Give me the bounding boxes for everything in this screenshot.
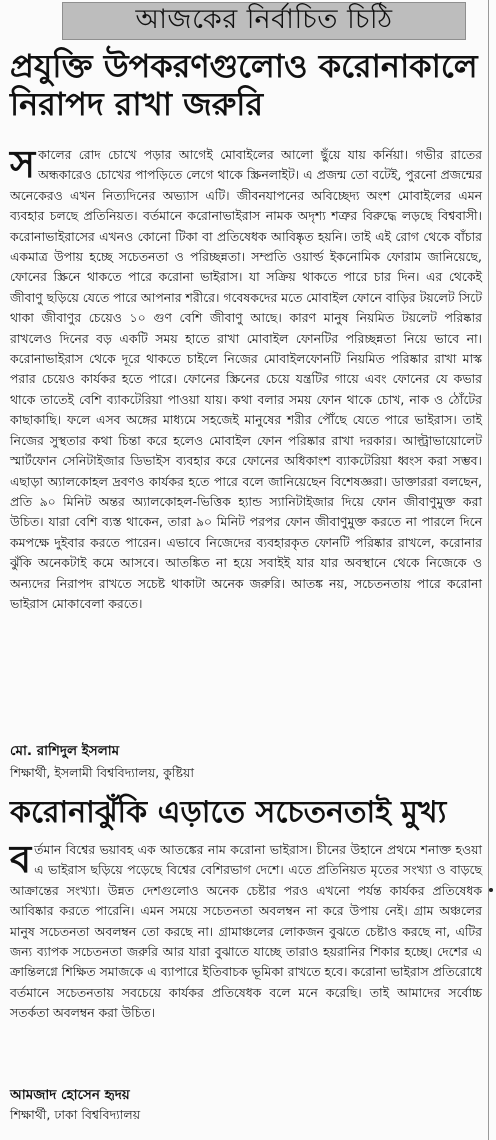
- letter2-author: আমজাদ হোসেন হৃদয়: [10, 1087, 130, 1103]
- letter2-dropcap: ব: [10, 837, 32, 881]
- letter1-body-text: কালের রোদ চোখে পড়ার আগেই মোবাইলের আলো ছুঁয়ে যায় কর্নিয়া। গভীর রাতের অন্ধকারেও চোখের পাপড়িতে লেগে থাকে স্ক্রিনলাইট। এ প্রজন্ম তো বটেই, পুরনো প্রজন্মের অনেকেরও এখন নিত্যদিনের অভ্যাস এটি। জীবনযাপনের অবিচ্ছেদ্য অংশ মোবাইলের এমন ব্যবহার চলছে প্রতিনিয়ত। বর্তমানে করোনাভাইরাস নামক অদৃশ্য শত্রুর বিরুদ্ধে লড়ছে বিশ্ববাসী। করোনাভাইরাসের এখনও কোনো টিকা বা প্রতিষেধক আবিষ্কৃত হয়নি। তাই এই রোগ থেকে বাঁচার একমাত্র উপায় হচ্ছে সচেতনতা ও পরিচ্ছন্নতা। সম্প্রতি ওয়ার্ল্ড ইকনোমিক ফোরাম জানিয়েছে, ফোনের স্ক্রিনে থাকতে পারে করোনা ভাইরাস। যা সক্রিয় থাকতে পারে চার দিন। এর থেকেই জীবাণু ছড়িয়ে যেতে পারে আপনার শরীরে। গবেষকদের মতে মোবাইল ফোনে বাড়ির টয়লেট সিটে থাকা জীবাণুর চেয়েও ১০ গুণ বেশি জীবাণু আছে। কারণ মানুষ নিয়মিত টয়লেট পরিষ্কার রাখলেও দিনের বড় একটি সময় হাতে রাখা মোবাইল ফোনটির পরিচ্ছন্নতা নিয়ে ভাবে না। করোনাভাইরাস থেকে দূরে থাকতে চাইলে নিজের মোবাইলফোনটি নিয়মিত পরিষ্কার রাখা মাস্ক পরার চেয়েও কার্যকর হতে পারে। ফোনের স্ক্রিনের চেয়ে যন্ত্রটির গায়ে এবং ফোনের যে কভার থাকে তাতেই বেশি ব্যাকটেরিয়া পাওয়া যায়। কথা বলার সময় ফোন থাকে চোখ, নাক ও ঠোঁটের কাছাকাছি। ফলে এসব অঙ্গের মাধ্যমে সহজেই মানুষের শরীর পৌঁছে যেতে পারে ভাইরাস। তাই নিজের সুস্থতার কথা চিন্তা করে হলেও মোবাইল ফোন পরিষ্কার রাখা দরকার। আল্ট্রাভায়োলেট স্মার্টফোন সেনিটাইজার ডিভাইস ব্যবহার করে ফোনের অধিকাংশ ব্যাকটেরিয়া ধ্বংস করা সম্ভব। এছাড়া অ্যালকোহল দ্রবণও কার্যকর হতে পারে বলে জানিয়েছেন বিশেষজ্ঞরা। ডাক্তাররা বলছেন, প্রতি ৯০ মিনিট অন্তর অ্যালকোহল-ভিত্তিক হ্যান্ড স্যানিটাইজার দিয়ে ফোন জীবাণুমুক্ত করা উচিত। যারা বেশি ব্যস্ত থাকেন, তারা ৯০ মিনিট পরপর ফোন জীবাণুমুক্ত করতে না পারলে দিনে কমপক্ষে দুইবার করতে পারেন। এভাবে নিজেদের ব্যবহারকৃত ফোনটি পরিষ্কার রাখলে, করোনার ঝুঁকি অনেকটাই কমে আসবে। আতঙ্কিত না হয়ে সবাইই যার যার অবস্থানে থেকে নিজেকে ও অন্যদের নিরাপদ রাখতে সচেষ্ট থাকাটা অনেক জরুরি। আতঙ্ক নয়, সচেতনতায় পারে করোনা ভাইরাস মোকাবেলা করতে।: [10, 147, 482, 611]
- letter2-body: [10, 837, 482, 1024]
- letter1-affiliation: শিক্ষার্থী, ইসলামী বিশ্ববিদ্যালয়, কুষ্টিয়া: [10, 765, 194, 780]
- section-header-band: [62, 2, 466, 40]
- margin-dot: [489, 888, 493, 892]
- column-divider: [488, 0, 489, 1140]
- letter1-headline: প্রযুক্তি উপকরণগুলোও করোনাকালে নিরাপদ রাখা জরুরি: [10, 47, 478, 123]
- letter2-body-text: র্তমান বিশ্বের ভয়াবহ এক আতঙ্কের নাম করোনা ভাইরাস। চীনের উহানে প্রথমে শনাক্ত হওয়া এ ভাইরাস ছড়িয়ে পড়েছে বিশ্বের বেশিরভাগ দেশে। এতে প্রতিনিয়ত মৃতের সংখ্যা ও বাড়ছে আক্রান্তের সংখ্যা। উন্নত দেশগুলোও অনেক চেষ্টার পরও এখনো পর্যন্ত কার্যকর প্রতিষেধক আবিষ্কার করতে পারেনি। এমন সময়ে সচেতনতা অবলম্বন না করে উপায় নেই। গ্রাম অঞ্চলের মানুষ সচেতনতা অবলম্বন তো করছে না। গ্রামাঞ্চলের লোকজন বুঝতে চেষ্টাও করছে না, এটির জন্য ব্যাপক সচেতনতা জরুরি আর যারা বুঝাতে যাচ্ছে তারাও হয়রানির শিকার হচ্ছে। দেশের এ ক্রান্তিলগ্নে শিক্ষিত সমাজকে এ ব্যাপারে ইতিবাচক ভূমিকা রাখতে হবে। করোনা ভাইরাস প্রতিরোধে বর্তমানে সচেতনতায় সবচেয়ে কার্যকর প্রতিষেধক বলে মনে করেছি। তাই আমাদের সর্বোচ্চ সতর্কতা অবলম্বন করা উচিত।: [10, 842, 482, 1021]
- letter2-affiliation: শিক্ষার্থী, ঢাকা বিশ্ববিদ্যালয়: [10, 1107, 141, 1122]
- letter2-headline: করোনাঝুঁকি এড়াতে সচেতনতাই মুখ্য: [10, 795, 447, 830]
- letter1-body: [10, 142, 482, 614]
- letter1-dropcap: স: [10, 142, 36, 186]
- letter1-author: মো. রাশিদুল ইসলাম: [10, 743, 120, 759]
- section-title: আজকের নির্বাচিত চিঠি: [135, 3, 393, 35]
